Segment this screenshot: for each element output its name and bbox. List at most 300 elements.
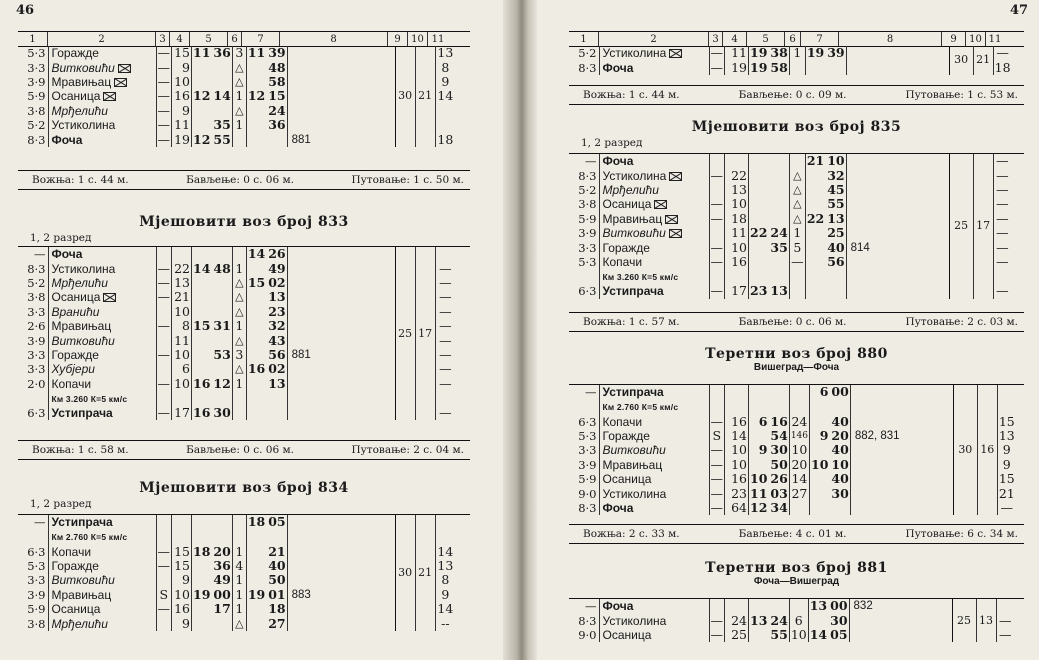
station-name: Фоча (51, 247, 83, 262)
stop-minutes-cell (232, 529, 246, 544)
departure-minute: 32 (827, 167, 845, 183)
departure-cell (246, 132, 287, 146)
train-833-title: Мјешовити воз број 833 (139, 214, 349, 230)
departure-minute: 39 (827, 45, 845, 61)
km-cell: 5·9 (578, 211, 597, 226)
table-row (18, 60, 455, 74)
arrival-minute: 12 (213, 375, 231, 391)
run-minutes-cell: 10 (725, 240, 749, 254)
col11-cell (435, 104, 455, 118)
km-cell: — (585, 154, 597, 169)
stop-minutes-cell (789, 385, 809, 399)
departure-minute: 01 (268, 586, 286, 602)
arrival-minute: 20 (213, 543, 231, 559)
stop-minutes-cell: △ (232, 75, 246, 89)
left-top-footer (18, 170, 470, 190)
col11-cell: 8 (435, 573, 455, 587)
post-office-icon (114, 78, 127, 87)
run-minutes-cell: 10 (725, 197, 749, 211)
left-top-table (18, 46, 455, 147)
table-row (569, 212, 1011, 226)
run-minutes-cell: 10 (725, 458, 749, 472)
station-cell (599, 486, 709, 500)
departure-cell (805, 212, 846, 226)
stop-minutes-cell: 6 (789, 613, 808, 627)
km-cell: 3·3 (27, 304, 46, 319)
station-cell (599, 183, 709, 197)
col11-cell (435, 529, 455, 544)
arrival-cell (749, 472, 790, 486)
col11-cell: 13 (435, 559, 455, 573)
station-cell (48, 89, 156, 103)
timetable (569, 385, 1016, 515)
arrival-minute: 24 (770, 612, 788, 628)
run-minutes-cell (172, 247, 192, 261)
col3-cell: — (157, 375, 170, 391)
table-row (569, 168, 1011, 182)
station-cell (599, 399, 709, 414)
col11-cell (435, 247, 455, 261)
run-minutes-cell (725, 385, 749, 399)
run-minutes-cell: 14 (725, 429, 749, 443)
departure-minute: 23 (268, 303, 286, 319)
station-name: Устиколина (602, 486, 667, 501)
station-cell (48, 290, 156, 304)
col3-cell (156, 305, 172, 319)
departure-minute: 30 (831, 485, 849, 501)
km-cell: 5·2 (578, 46, 597, 61)
km-cell: 6·3 (27, 544, 46, 559)
run-minutes-cell: 23 (725, 486, 749, 500)
stop-minutes-cell: — (791, 253, 804, 269)
departure-cell (246, 290, 287, 304)
station-cell (599, 46, 709, 60)
stop-minutes-cell (232, 132, 246, 146)
crossing-trains-cell (287, 276, 395, 290)
col3-cell: — (157, 318, 170, 334)
footer-stop: Бављење: 0 с. 06 м. (186, 174, 294, 186)
station-name: Устипрача (51, 406, 113, 421)
column-header-8: 8 (839, 32, 942, 46)
departure-minute: 26 (268, 246, 286, 262)
col11-cell: 8 (435, 60, 455, 74)
stop-minutes-cell: 4 (232, 559, 246, 573)
departure-minute: 30 (830, 612, 848, 628)
km-cell: 3·9 (27, 587, 46, 602)
col11-cell: — (435, 377, 455, 391)
col11-cell: — (993, 46, 1011, 60)
train-880-table (569, 384, 1024, 515)
arrival-minute: 36 (213, 45, 231, 61)
station-name: Осаница (602, 472, 652, 487)
col11-cell (993, 269, 1011, 284)
km-cell: 5·2 (27, 275, 46, 290)
stop-minutes-cell: △ (232, 276, 246, 290)
departure-minute: 13 (268, 289, 286, 305)
station-name: Фоча (602, 60, 634, 75)
crossing-trains-cell (287, 118, 395, 132)
departure-minute: 10 (827, 153, 845, 169)
station-cell (48, 118, 156, 132)
station-cell (599, 458, 709, 472)
footer-stop: Бављење: 0 с. 06 м. (186, 444, 294, 456)
arrival-cell (192, 60, 233, 74)
arrival-hour: 22 (750, 225, 768, 241)
col11-cell: 13 (998, 427, 1015, 443)
run-minutes-cell: 16 (172, 89, 192, 103)
col3-cell (709, 399, 725, 414)
run-minutes-cell: 17 (725, 284, 749, 298)
column-header-10: 10 (408, 32, 428, 46)
crossing-trains-cell (287, 362, 395, 376)
arrival-cell (192, 616, 233, 630)
col11-cell: 14 (435, 544, 455, 558)
station-cell (599, 472, 709, 486)
km-cell: 8·3 (27, 132, 46, 147)
col3-cell (709, 183, 725, 197)
departure-minute: 55 (827, 196, 845, 212)
crossing-trains-cell: 881 (287, 132, 395, 146)
km-cell: 8·3 (578, 500, 597, 515)
column-header-11: 11 (988, 33, 1002, 45)
crossing-trains-cell (846, 168, 949, 182)
station-name: Устиколина (602, 46, 667, 61)
station-name: Устиколина (51, 261, 116, 276)
departure-cell (805, 255, 846, 269)
arrival-hour: 23 (750, 283, 768, 299)
col11-cell: — (996, 628, 1014, 642)
col11-cell: — (435, 290, 455, 304)
station-name: Мрђелићи (51, 103, 108, 118)
km-cell: 3·8 (578, 197, 597, 212)
station-cell (48, 616, 156, 630)
col3-cell: — (710, 239, 723, 255)
train-835-class: 1, 2 разред (581, 137, 643, 149)
departure-cell (246, 515, 287, 529)
arrival-cell (192, 104, 233, 118)
station-name: Фоча (602, 599, 634, 614)
departure-cell (246, 118, 287, 132)
departure-hour: 6 (819, 384, 829, 400)
km-cell (18, 391, 48, 406)
departure-minute: 02 (268, 361, 286, 377)
arrival-hour: 18 (193, 543, 211, 559)
stop-minutes-cell (789, 599, 808, 613)
arrival-hour: 16 (193, 405, 211, 421)
col3-cell: — (157, 59, 170, 75)
stop-minutes-cell: 1 (232, 588, 246, 602)
km-cell: 8·3 (578, 613, 597, 628)
crossing-trains-cell (849, 613, 952, 627)
departure-cell (246, 616, 287, 630)
col11-cell: 18 (994, 59, 1011, 75)
departure-cell (805, 46, 846, 60)
run-minutes-cell: 21 (172, 290, 192, 304)
stop-minutes-cell: 3 (232, 348, 246, 362)
arrival-cell (192, 602, 233, 616)
train-881-heading (569, 560, 1024, 587)
station-cell (48, 319, 156, 333)
stop-minutes-cell: 1 (789, 46, 805, 60)
run-minutes-cell: 9 (172, 616, 192, 630)
arrival-minute: 30 (213, 405, 231, 421)
run-minutes-cell (725, 399, 749, 414)
arrival-hour: 19 (750, 59, 768, 75)
departure-minute: 45 (827, 181, 845, 197)
speed-restriction-note: Км 3.260 К=5 км/с (602, 272, 679, 283)
run-minutes-cell: 10 (172, 348, 192, 362)
arrival-cell (192, 261, 233, 275)
run-minutes-cell: 9 (172, 104, 192, 118)
table-row (569, 472, 1016, 486)
departure-cell (810, 486, 851, 500)
post-office-icon (118, 64, 131, 73)
departure-hour: 15 (247, 274, 266, 290)
km-cell: 3·3 (578, 240, 597, 255)
departure-cell (805, 284, 846, 298)
run-minutes-cell: 13 (172, 276, 192, 290)
column-header-2: 2 (599, 32, 709, 46)
arrival-cell (192, 290, 233, 304)
stop-minutes-cell: 1 (232, 89, 246, 103)
arrival-cell (192, 132, 233, 146)
departure-cell (810, 429, 851, 443)
arrival-minute: 14 (213, 88, 231, 104)
departure-minute: 49 (268, 260, 286, 276)
train-835-table (569, 153, 1024, 299)
departure-cell (810, 443, 851, 457)
departure-minute: 15 (268, 88, 286, 104)
arrival-minute: 35 (770, 239, 788, 255)
col3-cell (156, 362, 172, 376)
station-cell (599, 284, 709, 298)
km-cell: 3·8 (27, 290, 46, 305)
stop-minutes-cell: 1 (232, 602, 246, 616)
column-header-10: 10 (966, 32, 986, 46)
col11-cell: — (993, 154, 1011, 168)
arrival-cell (192, 529, 233, 544)
crossing-trains-cell: 882, 831 (850, 429, 953, 443)
col11-cell: 9 (997, 443, 1015, 457)
col3-cell: S (709, 429, 725, 443)
right-top-table (569, 46, 1012, 75)
table-row (18, 247, 455, 261)
km-cell: — (34, 247, 46, 262)
stop-minutes-cell: 1 (232, 573, 246, 587)
run-minutes-cell: 9 (172, 60, 192, 74)
station-name: Мравињац (51, 587, 112, 602)
arrival-cell (749, 269, 790, 284)
column-header-11: 11 (431, 33, 445, 45)
col11-cell: — (997, 501, 1015, 515)
station-cell (599, 240, 709, 254)
col3-cell: — (157, 289, 170, 305)
stop-minutes-cell: 14 (789, 472, 809, 486)
footer-travel: Вожња: 2 с. 33 м. (583, 528, 680, 540)
arrival-minute: 13 (770, 283, 788, 299)
departure-hour: 14 (247, 246, 266, 262)
station-cell (48, 247, 156, 261)
train-880-footer (569, 524, 1024, 544)
arrival-minute: 50 (770, 456, 788, 472)
departure-cell (246, 391, 287, 406)
stop-minutes-cell: 1 (232, 261, 246, 275)
station-name: Витковићи (51, 573, 115, 588)
station-name: Фоча (602, 500, 634, 515)
station-cell (48, 588, 156, 602)
departure-minute: 24 (268, 102, 286, 118)
table-row (18, 104, 455, 118)
stop-minutes-cell: 1 (232, 544, 246, 558)
col3-cell (156, 573, 172, 587)
departure-cell (246, 60, 287, 74)
station-name: Осаница (602, 627, 652, 642)
run-minutes-cell: 25 (725, 628, 749, 642)
arrival-minute: 31 (213, 318, 231, 334)
stop-minutes-cell (789, 154, 805, 168)
table-row (569, 385, 1016, 399)
run-minutes-cell: 16 (725, 255, 749, 269)
station-name: Устипрача (602, 284, 664, 299)
column-header-3: 3 (156, 32, 170, 46)
left-page (0, 0, 515, 660)
station-cell (48, 544, 156, 558)
km-cell: 5·3 (27, 46, 46, 61)
arrival-cell (749, 284, 790, 298)
right-top-footer (569, 85, 1024, 105)
arrival-hour: 9 (758, 442, 768, 458)
footer-stop: Бављење: 0 с. 09 м. (738, 89, 847, 101)
station-name: Витковићи (602, 443, 666, 458)
arrival-cell (749, 212, 790, 226)
stop-minutes-cell: 5 (789, 240, 805, 254)
col11-cell (435, 391, 455, 406)
column-header-4: 4 (170, 32, 190, 46)
departure-cell (810, 414, 851, 428)
col11-cell: -- (435, 616, 455, 630)
crossing-trains-cell (846, 212, 949, 226)
col11-cell: — (435, 305, 455, 319)
km-cell: 9·0 (578, 486, 597, 501)
table-row (569, 226, 1011, 240)
col3-cell (156, 616, 172, 630)
col11-cell: 15 (998, 471, 1015, 487)
stop-minutes-cell: 24 (789, 414, 809, 428)
post-office-icon (103, 92, 116, 101)
station-cell (48, 515, 156, 529)
table-row (18, 377, 455, 391)
station-name: Устиколина (602, 613, 667, 628)
table-row (569, 443, 1016, 457)
station-name: Мравињац (51, 74, 112, 89)
arrival-hour: 12 (193, 131, 211, 147)
column-header-8: 8 (280, 32, 388, 46)
crossing-trains-cell (287, 46, 395, 60)
train-834-heading (18, 480, 470, 510)
stop-minutes-cell: 3 (232, 46, 246, 60)
departure-cell (805, 197, 846, 211)
post-office-icon (669, 49, 682, 58)
arrival-cell (192, 348, 233, 362)
arrival-hour: 16 (193, 375, 211, 391)
station-name: Вранићи (51, 304, 100, 319)
departure-cell (805, 240, 846, 254)
run-minutes-cell: 24 (725, 613, 749, 627)
station-cell (48, 333, 156, 347)
departure-cell (246, 559, 287, 573)
table-row (18, 391, 455, 406)
col3-cell (156, 333, 172, 347)
station-cell (599, 385, 709, 399)
crossing-trains-cell (287, 89, 395, 103)
col3-cell: — (157, 260, 170, 276)
col11-cell: — (993, 212, 1011, 226)
station-name: Витковићи (51, 333, 115, 348)
footer-travel: Вожња: 1 с. 58 м. (32, 444, 129, 456)
col9-cell: 30 (953, 385, 977, 515)
arrival-hour: 12 (750, 499, 768, 515)
station-name: Мрђелићи (51, 616, 108, 631)
departure-cell (246, 247, 287, 261)
departure-hour: 11 (247, 45, 266, 61)
station-name: Осаница (51, 290, 101, 305)
crossing-trains-cell (846, 284, 949, 298)
km-cell (569, 269, 599, 284)
arrival-cell (192, 333, 233, 347)
column-header-3: 3 (709, 32, 723, 46)
run-minutes-cell: 15 (172, 559, 192, 573)
train-833-footer (18, 440, 470, 460)
departure-minute: 18 (268, 601, 286, 617)
station-cell (599, 628, 709, 642)
crossing-trains-cell: 883 (287, 588, 395, 602)
station-cell (48, 276, 156, 290)
arrival-cell (192, 305, 233, 319)
arrival-cell (192, 391, 233, 406)
run-minutes-cell: 15 (172, 544, 192, 558)
col3-cell: S (156, 588, 172, 602)
arrival-minute: 55 (213, 131, 231, 147)
departure-minute: 43 (268, 332, 286, 348)
col11-cell (997, 399, 1015, 414)
arrival-cell (749, 613, 790, 627)
arrival-minute: 49 (213, 572, 231, 588)
departure-hour: 10 (811, 456, 829, 472)
arrival-cell (749, 240, 790, 254)
arrival-minute: 17 (213, 601, 231, 617)
crossing-trains-cell (850, 385, 953, 399)
stop-minutes-cell: △ (789, 183, 805, 197)
station-name: Фоча (51, 132, 83, 147)
table-row (18, 616, 455, 630)
departure-minute: 21 (268, 543, 286, 559)
arrival-hour: 11 (193, 45, 211, 61)
run-minutes-cell: 10 (172, 588, 192, 602)
crossing-trains-cell (850, 443, 953, 457)
station-cell (48, 60, 156, 74)
departure-cell (246, 75, 287, 89)
col10-cell: 21 (973, 46, 993, 75)
table-row (18, 559, 455, 573)
departure-hour: 21 (806, 153, 825, 169)
station-cell (48, 406, 156, 420)
station-name: Копачи (602, 414, 643, 429)
run-minutes-cell: 10 (172, 75, 192, 89)
run-minutes-cell (172, 391, 192, 406)
km-cell: 2·6 (27, 319, 46, 334)
station-name: Витковићи (602, 226, 666, 241)
station-cell (599, 255, 709, 269)
